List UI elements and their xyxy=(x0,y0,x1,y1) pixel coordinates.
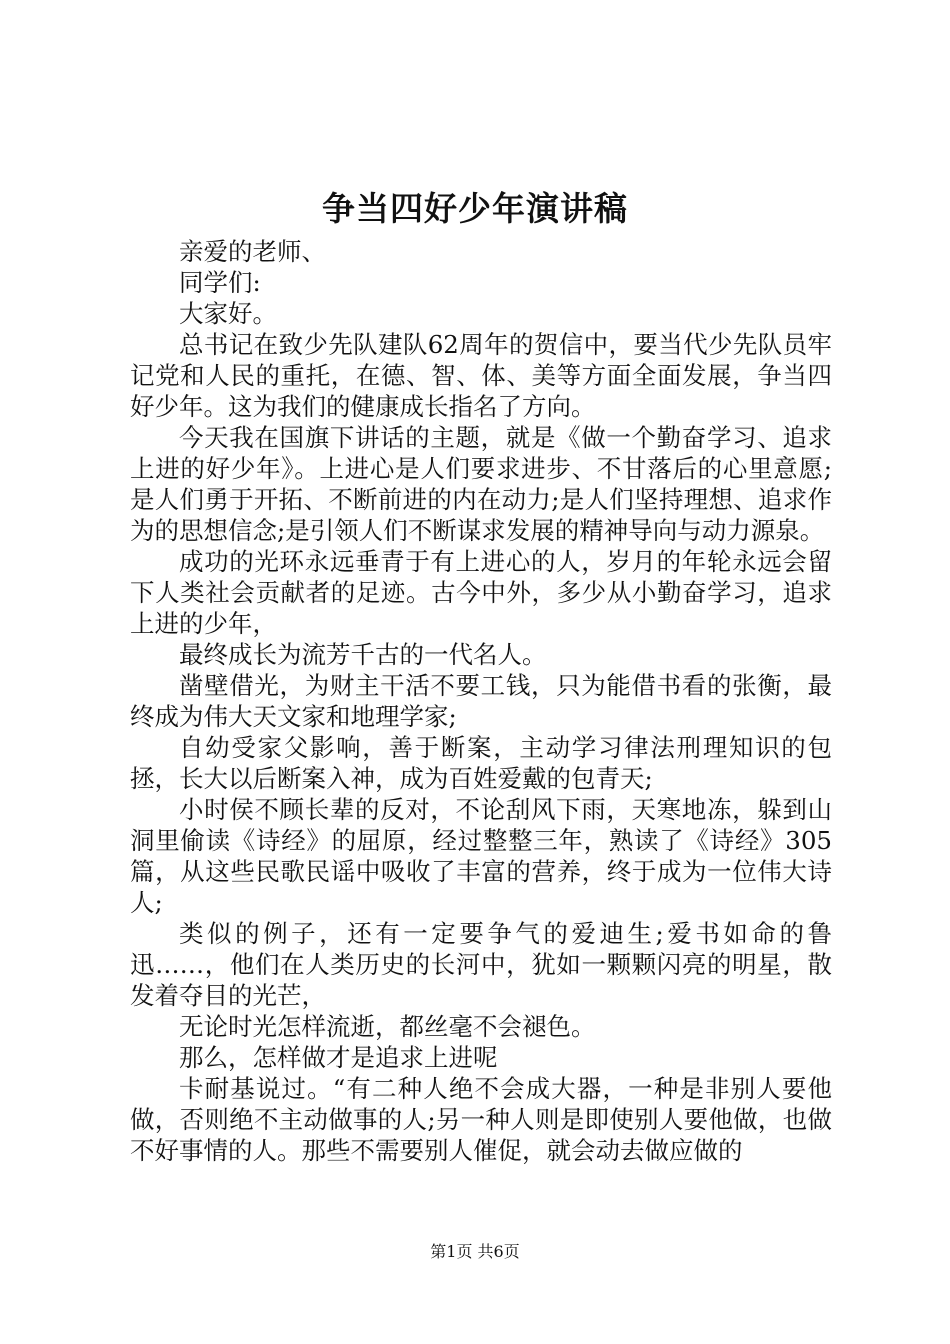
paragraph: 无论时光怎样流逝，都丝毫不会褪色。 xyxy=(179,1012,596,1041)
paragraph: 那么，怎样做才是追求上进呢 xyxy=(179,1043,498,1072)
paragraph: 同学们: xyxy=(179,268,261,297)
paragraph: 类似的例子，还有一定要争气的爱迪生;爱书如命的鲁迅……，他们在人类历史的长河中，犹如一颗颗闪亮的明星，散发着夺目的光芒， xyxy=(130,919,832,1010)
paragraph: 总书记在致少先队建队62周年的贺信中，要当代少先队员牢记党和人民的重托，在德、智、体、美等方面全面发展，争当四好少年。这为我们的健康成长指名了方向。 xyxy=(130,330,832,421)
document-body xyxy=(130,236,832,1166)
paragraph: 大家好。 xyxy=(179,299,277,328)
paragraph: 卡耐基说过。“有二种人绝不会成大器，一种是非别人要他做，否则绝不主动做事的人;另一种人则是即使别人要他做，也做不好事情的人。那些不需要别人催促，就会动去做应做的 xyxy=(130,1074,832,1165)
paragraph: 今天我在国旗下讲话的主题，就是《做一个勤奋学习、追求上进的好少年》。上进心是人们要求进步、不甘落后的心里意愿;是人们勇于开拓、不断前进的内在动力;是人们坚持理想、追求作为的思想信念;是引领人们不断谋求发展的精神导向与动力源泉。 xyxy=(130,423,832,545)
paragraph: 自幼受家父影响，善于断案，主动学习律法刑理知识的包拯，长大以后断案入神，成为百姓爱戴的包青天; xyxy=(130,733,832,793)
paragraph: 小时侯不顾长辈的反对，不论刮风下雨，天寒地冻，躲到山洞里偷读《诗经》的屈原，经过整整三年，熟读了《诗经》305篇，从这些民歌民谣中吸收了丰富的营养，终于成为一位伟大诗人; xyxy=(130,795,832,917)
page-number-footer: 第1页 共6页 xyxy=(430,1242,520,1261)
paragraph: 凿壁借光，为财主干活不要工钱，只为能借书看的张衡，最终成为伟大天文家和地理学家; xyxy=(130,671,832,731)
document-title: 争当四好少年演讲稿 xyxy=(322,189,628,228)
paragraph: 成功的光环永远垂青于有上进心的人，岁月的年轮永远会留下人类社会贡献者的足迹。古今中外，多少从小勤奋学习，追求上进的少年， xyxy=(130,547,832,638)
paragraph: 亲爱的老师、 xyxy=(179,237,326,266)
paragraph: 最终成长为流芳千古的一代名人。 xyxy=(179,640,547,669)
